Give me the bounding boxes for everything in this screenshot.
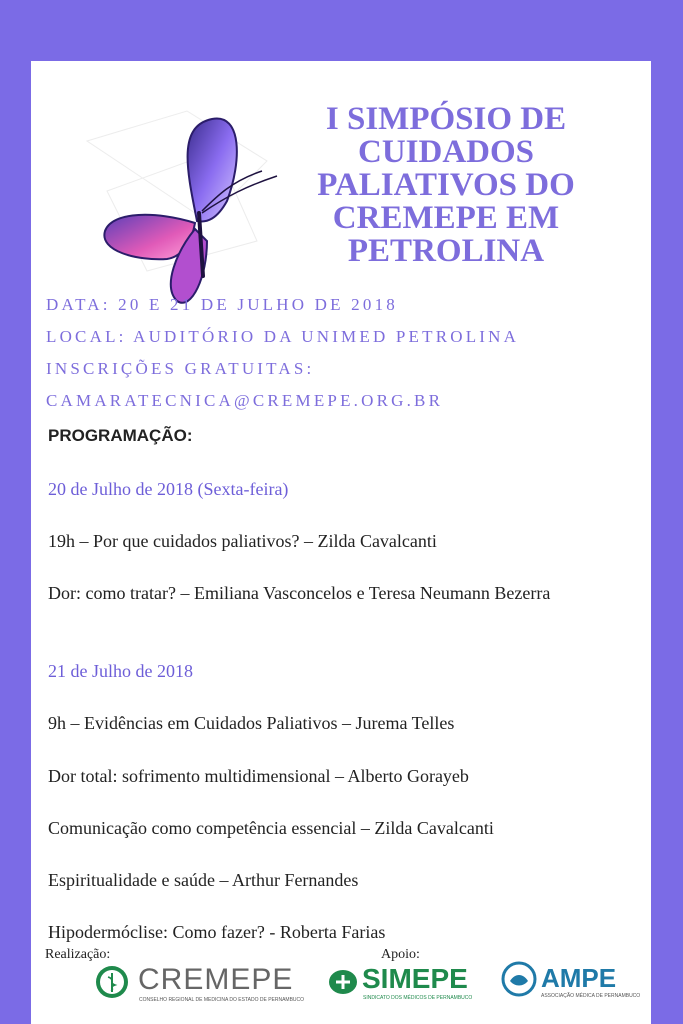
simepe-logo: SIMEPE [362,963,468,994]
program-item: 19h – Por que cuidados paliativos? – Zilda Cavalcanti [48,531,437,551]
event-location: LOCAL: AUDITÓRIO DA UNIMED PETROLINA [46,327,520,346]
program-item: Dor: como tratar? – Emiliana Vasconcelos e Teresa Neumann Bezerra [48,583,551,603]
registration-email[interactable]: CAMARATECNICA@CREMEPE.ORG.BR [46,391,444,410]
event-date: DATA: 20 E 21 DE JULHO DE 2018 [46,295,398,314]
program-item: Comunicação como competência essencial – Zilda Cavalcanti [48,818,494,838]
program-item: Espiritualidade e saúde – Arthur Fernandes [48,870,359,890]
day2-heading: 21 de Julho de 2018 [48,661,193,681]
program-item: 9h – Evidências em Cuidados Paliativos – Jurema Telles [48,713,455,733]
ampe-logo-icon [501,961,537,997]
realizacao-label: Realização: [45,947,111,962]
page-title: I SIMPÓSIO DE CUIDADOS PALIATIVOS DO CREMEPE EM PETROLINA [317,101,575,269]
program-item: Dor total: sofrimento multidimensional – Alberto Gorayeb [48,766,469,786]
day1-heading: 20 de Julho de 2018 (Sexta-feira) [48,479,289,499]
butterfly-icon [67,101,297,321]
program-item: Hipodermóclise: Como fazer? - Roberta Farias [48,922,386,942]
poster-card [31,61,651,1024]
footer: Realização: Apoio: CREMEPE CONSELHO REGIONAL DE MEDICINA DO ESTADO DE PERNAMBUCO SIMEPE SINDICATO DOS MÉDICOS DE PERNAMBUCO AMPE ASSOCIAÇÃO MÉDICA DE PERNAMBUCO [45,947,641,1003]
cremepe-logo-icon [95,965,129,999]
event-info [46,289,646,417]
cremepe-logo: CREMEPE [138,963,294,996]
simepe-logo-icon [328,969,358,995]
registration-label: INSCRIÇÕES GRATUITAS: [46,359,315,378]
program-heading: PROGRAMAÇÃO: [48,426,193,445]
ampe-logo: AMPE [541,963,617,993]
apoio-label: Apoio: [381,947,420,962]
